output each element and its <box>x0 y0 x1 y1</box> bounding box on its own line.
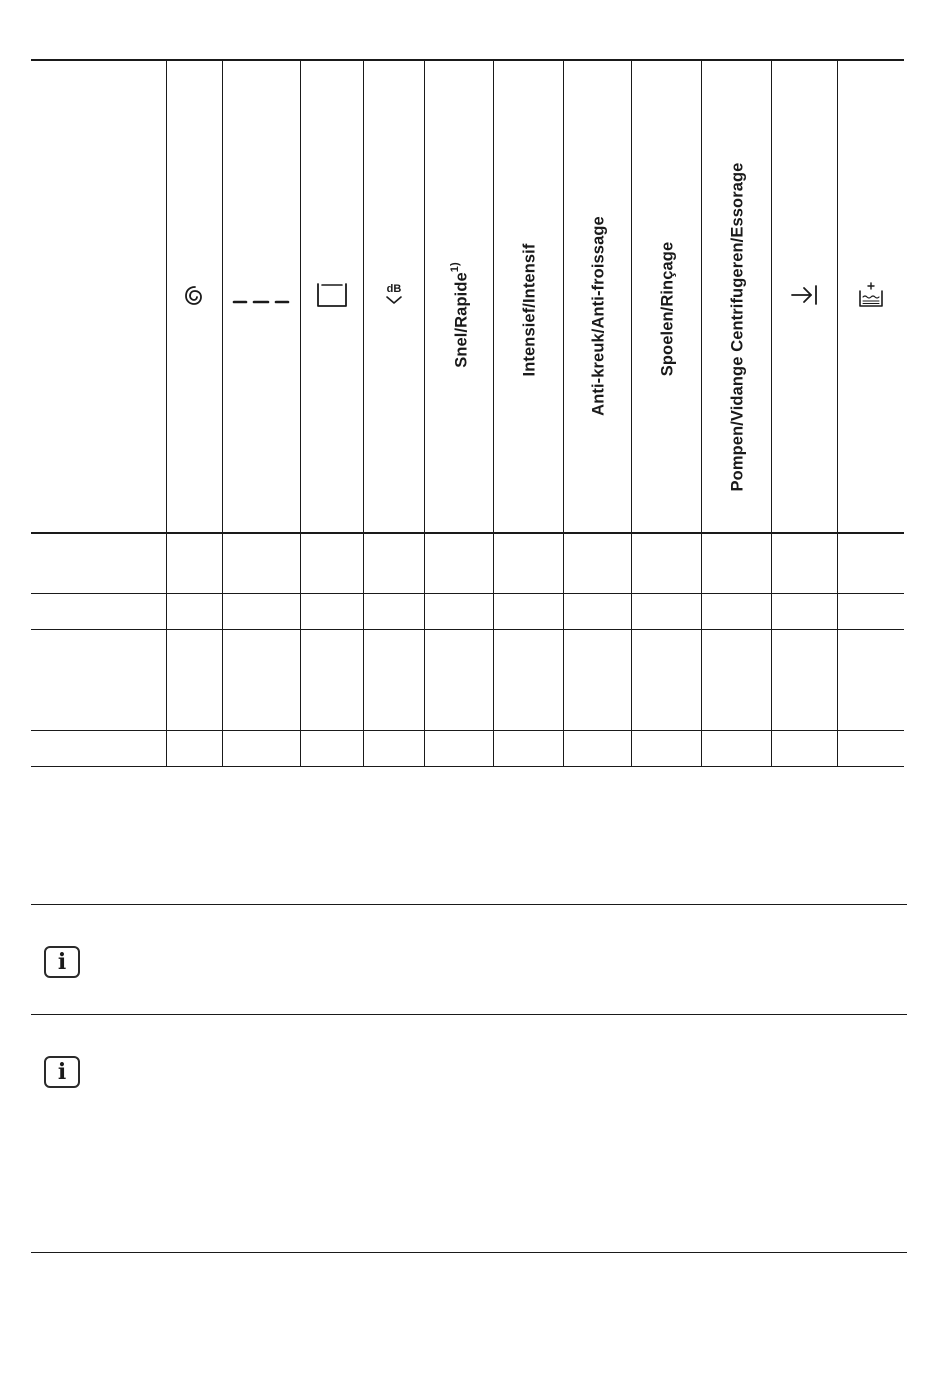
db-label: dB <box>386 283 401 295</box>
table-column-rule <box>563 59 564 766</box>
table-row-rule <box>31 593 904 594</box>
table-top-rule <box>31 59 904 61</box>
footnote-marker: 1) <box>448 262 461 273</box>
header-snel-rapide <box>450 262 471 368</box>
info-icon: i <box>44 1056 80 1088</box>
note-divider-top <box>31 904 907 905</box>
table-column-rule <box>300 59 301 766</box>
table-column-rule <box>363 59 364 766</box>
tub-icon <box>316 282 348 308</box>
header-label: Pompen/Vidange Centrifugeren/Essorage <box>728 162 747 491</box>
extra-rinse-water-icon <box>858 282 884 308</box>
table-column-rule <box>837 59 838 766</box>
dashed-line-icon <box>232 292 290 298</box>
table-column-rule <box>701 59 702 766</box>
header-anti-kreuk <box>590 216 609 416</box>
header-label: Spoelen/Rinçage <box>658 241 677 377</box>
table-column-rule <box>631 59 632 766</box>
table-column-rule <box>771 59 772 766</box>
table-column-rule <box>222 59 223 766</box>
spiral-icon <box>182 283 206 307</box>
arrow-to-end-icon <box>789 283 819 307</box>
header-label: Anti-kreuk/Anti-froissage <box>589 216 608 416</box>
table-row-rule <box>31 532 904 534</box>
header-label: Intensief/Intensif <box>520 243 539 376</box>
note-divider-bottom <box>31 1252 907 1253</box>
table-column-rule <box>166 59 167 766</box>
table-column-rule <box>493 59 494 766</box>
info-icon: i <box>44 946 80 978</box>
table-row-rule <box>31 766 904 767</box>
note-divider-middle <box>31 1014 907 1015</box>
header-spoelen <box>659 242 678 376</box>
table-row-rule <box>31 730 904 731</box>
table-column-rule <box>424 59 425 766</box>
header-pompen <box>729 162 748 491</box>
db-low-noise-icon <box>381 282 407 308</box>
table-row-rule <box>31 629 904 630</box>
header-intensief <box>521 243 540 376</box>
header-label: Snel/Rapide <box>451 272 470 368</box>
